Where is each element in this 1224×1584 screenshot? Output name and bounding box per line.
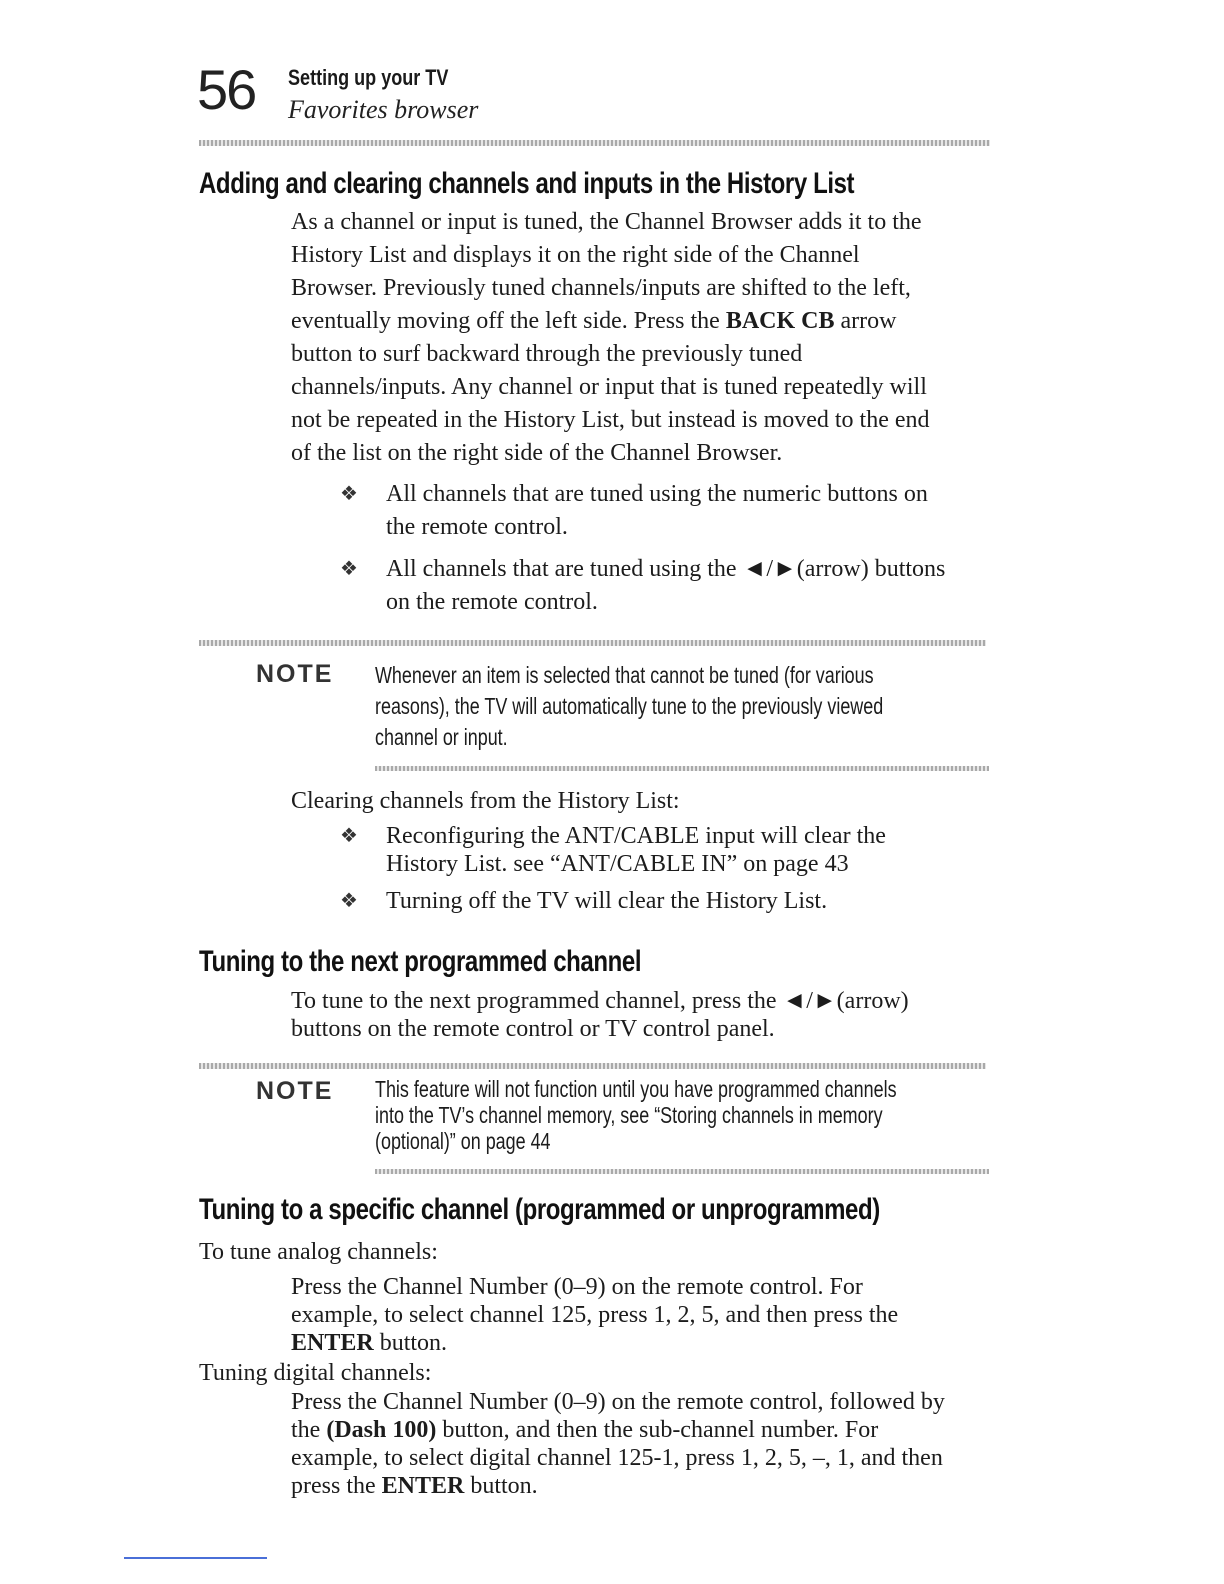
note-line: Whenever an item is selected that cannot be tuned (for various	[375, 662, 874, 688]
enter-term: ENTER	[291, 1330, 374, 1356]
para-line: example, to select digital channel 125-1, press 1, 2, 5, –, 1, and then	[291, 1445, 943, 1471]
para-line	[291, 1329, 898, 1357]
bullet-line: the remote control.	[386, 514, 568, 540]
bullet-diamond-icon: ❖	[340, 558, 358, 580]
clearing-intro: Clearing channels from the History List:	[291, 788, 680, 814]
para-line: buttons on the remote control or TV control panel.	[291, 1016, 775, 1042]
note-top-divider	[199, 640, 986, 646]
note-text	[375, 660, 883, 753]
note-bottom-divider	[375, 766, 989, 771]
para-line: Press the Channel Number (0–9) on the remote control. For	[291, 1274, 863, 1300]
note-bottom-divider	[375, 1169, 989, 1174]
note-line: channel or input.	[375, 724, 508, 750]
section-title: Favorites browser	[288, 95, 479, 124]
chapter-title: Setting up your TV	[288, 65, 449, 90]
para-line: button to surf backward through the previously tuned	[291, 341, 803, 367]
para-line: As a channel or input is tuned, the Channel Browser adds it to the	[291, 209, 922, 235]
bullet-line: All channels that are tuned using the ◄/►(arrow) buttons	[386, 556, 946, 582]
button-word: button.	[373, 1330, 448, 1356]
next-channel-paragraph	[291, 987, 909, 1043]
para-line-text: eventually moving off the left side. Press the	[291, 308, 726, 334]
dash-term: (Dash 100)	[326, 1417, 437, 1443]
bullet-text	[386, 478, 928, 544]
note-label: NOTE	[256, 1077, 334, 1105]
para-line	[291, 1416, 945, 1444]
para-line: Press the Channel Number (0–9) on the remote control, followed by	[291, 1389, 945, 1415]
arrow-word: arrow	[834, 308, 897, 334]
bullet-diamond-icon: ❖	[340, 825, 358, 847]
para-line	[291, 1472, 945, 1500]
history-heading: Adding and clearing channels and inputs in the History List	[199, 167, 855, 200]
footer-divider	[124, 1557, 267, 1559]
bullet-line: Turning off the TV will clear the History List.	[386, 888, 828, 914]
bullet-diamond-icon: ❖	[340, 483, 358, 505]
bullet-text	[386, 822, 886, 878]
next-channel-heading: Tuning to the next programmed channel	[199, 945, 642, 978]
note-line: into the TV’s channel memory, see “Storing channels in memory	[375, 1102, 883, 1128]
analog-label: To tune analog channels:	[199, 1239, 438, 1265]
bullet-line: All channels that are tuned using the numeric buttons on	[386, 481, 928, 507]
para-line: example, to select channel 125, press 1, 2, 5, and then press the	[291, 1302, 899, 1328]
bullet-line: History List. see “ANT/CABLE IN” on page 43	[386, 851, 849, 877]
para-line: not be repeated in the History List, but instead is moved to the end	[291, 407, 930, 433]
note-text	[375, 1076, 897, 1154]
button-word: button.	[464, 1473, 538, 1499]
para-line: channels/inputs. Any channel or input that is tuned repeatedly will	[291, 374, 927, 400]
note-label: NOTE	[256, 660, 334, 688]
page-number: 56	[197, 58, 256, 121]
para-line-text: button, and then the sub-channel number. For	[436, 1417, 879, 1443]
note-top-divider	[199, 1063, 986, 1069]
note-line: (optional)” on page 44	[375, 1128, 551, 1154]
para-line	[291, 305, 930, 338]
para-line: of the list on the right side of the Channel Browser.	[291, 440, 783, 466]
analog-paragraph	[291, 1273, 898, 1357]
bullet-line: Reconfiguring the ANT/CABLE input will clear the	[386, 823, 886, 849]
header-divider	[199, 140, 990, 146]
para-line: To tune to the next programmed channel, press the ◄/►(arrow)	[291, 988, 909, 1014]
press-the-word: press the	[291, 1473, 382, 1499]
history-paragraph	[291, 206, 930, 470]
para-line: History List and displays it on the right side of the Channel	[291, 242, 860, 268]
bullet-text	[386, 553, 945, 619]
digital-paragraph	[291, 1388, 945, 1500]
back-cb-term: BACK CB	[725, 308, 835, 334]
specific-channel-heading: Tuning to a specific channel (programmed or unprogrammed)	[199, 1193, 880, 1226]
the-word: the	[291, 1417, 327, 1443]
enter-term: ENTER	[381, 1473, 465, 1499]
note-line: This feature will not function until you have programmed channels	[375, 1076, 897, 1102]
bullet-line: on the remote control.	[386, 589, 598, 615]
bullet-diamond-icon: ❖	[340, 890, 358, 912]
digital-label: Tuning digital channels:	[199, 1360, 432, 1386]
note-line: reasons), the TV will automatically tune to the previously viewed	[375, 693, 884, 719]
para-line: Browser. Previously tuned channels/inputs are shifted to the left,	[291, 275, 911, 301]
